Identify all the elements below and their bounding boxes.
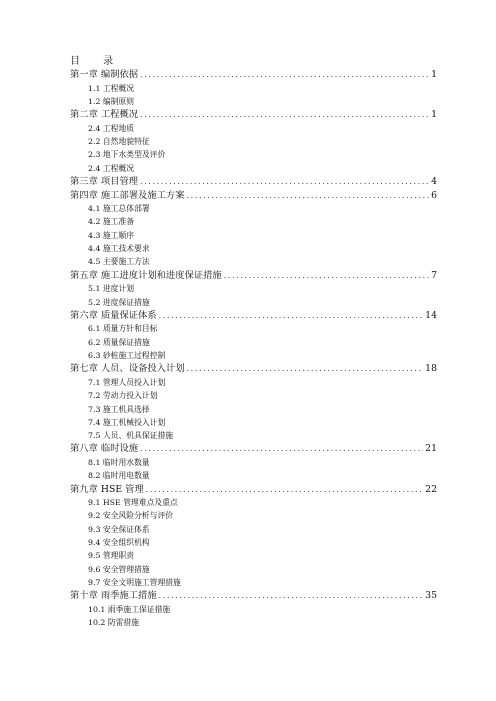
toc-entry-label: 9.3 安全保证体系 bbox=[88, 524, 150, 534]
toc-section-entry[interactable] bbox=[70, 509, 437, 522]
toc-section-entry[interactable] bbox=[70, 349, 437, 362]
toc-dot-leader bbox=[187, 362, 424, 376]
toc-entry-label: 第四章 施工部署及施工方案 bbox=[70, 189, 185, 201]
toc-section-entry[interactable] bbox=[70, 563, 437, 576]
toc-entry-label: 2.3 地下水类型及评价 bbox=[88, 150, 166, 160]
toc-entry-label: 7.2 劳动力投入计划 bbox=[88, 391, 158, 401]
toc-section-entry[interactable] bbox=[70, 496, 437, 509]
toc-entry-label: 7.5 人员、机具保证措施 bbox=[88, 431, 174, 441]
toc-dot-leader bbox=[146, 483, 423, 497]
toc-section-entry[interactable] bbox=[70, 576, 437, 589]
toc-entry-label: 2.4 工程概况 bbox=[88, 163, 135, 173]
toc-section-entry[interactable] bbox=[70, 282, 437, 295]
toc-entry-label: 2.2 自然地貌特征 bbox=[88, 137, 150, 147]
toc-entry-label: 第三章 项目管理 bbox=[70, 175, 139, 187]
toc-section-entry[interactable] bbox=[70, 376, 437, 389]
toc-section-entry[interactable] bbox=[70, 456, 437, 469]
toc-section-entry[interactable] bbox=[70, 389, 437, 402]
toc-section-entry[interactable] bbox=[70, 242, 437, 255]
toc-page-number: 6 bbox=[431, 189, 437, 201]
toc-entry-label: 1.2 编制原则 bbox=[88, 96, 135, 106]
toc-page-number: 21 bbox=[425, 443, 437, 455]
toc-page-number: 7 bbox=[431, 269, 437, 281]
toc-section-entry[interactable] bbox=[70, 416, 437, 429]
toc-entry-label: 9.7 安全文明施工管理措施 bbox=[88, 577, 181, 587]
toc-page-number: 18 bbox=[425, 363, 437, 375]
toc-section-entry[interactable] bbox=[70, 322, 437, 335]
toc-chapter-entry[interactable] bbox=[70, 589, 437, 603]
toc-chapter-entry[interactable] bbox=[70, 189, 437, 203]
toc-dot-leader bbox=[140, 175, 429, 189]
toc-dot-leader bbox=[187, 189, 430, 203]
table-of-contents bbox=[70, 68, 437, 629]
toc-section-entry[interactable] bbox=[70, 296, 437, 309]
toc-entry-label: 4.2 施工准备 bbox=[88, 217, 135, 227]
toc-dot-leader bbox=[140, 68, 429, 82]
toc-section-entry[interactable] bbox=[70, 215, 437, 228]
toc-section-entry[interactable] bbox=[70, 255, 437, 268]
toc-section-entry[interactable] bbox=[70, 429, 437, 442]
toc-dot-leader bbox=[140, 108, 429, 122]
toc-entry-label: 第五章 施工进度计划和进度保证措施 bbox=[70, 269, 222, 281]
toc-entry-label: 4.3 施工顺序 bbox=[88, 230, 135, 240]
toc-entry-label: 5.2 进度保证措施 bbox=[88, 297, 150, 307]
toc-section-entry[interactable] bbox=[70, 603, 437, 616]
toc-chapter-entry[interactable] bbox=[70, 175, 437, 189]
toc-entry-label: 9.5 管理职责 bbox=[88, 551, 135, 561]
toc-section-entry[interactable] bbox=[70, 336, 437, 349]
toc-entry-label: 7.1 管理人员投入计划 bbox=[88, 377, 166, 387]
toc-entry-label: 8.2 临时用电数量 bbox=[88, 471, 150, 481]
toc-dot-leader bbox=[140, 442, 423, 456]
toc-entry-label: 4.1 施工总体部署 bbox=[88, 204, 150, 214]
toc-entry-label: 7.4 施工机械投入计划 bbox=[88, 417, 166, 427]
toc-entry-label: 10.2 防雷措施 bbox=[88, 618, 140, 628]
toc-section-entry[interactable] bbox=[70, 148, 437, 161]
toc-section-entry[interactable] bbox=[70, 82, 437, 95]
toc-section-entry[interactable] bbox=[70, 122, 437, 135]
toc-page-number: 4 bbox=[431, 175, 437, 187]
toc-section-entry[interactable] bbox=[70, 229, 437, 242]
toc-chapter-entry[interactable] bbox=[70, 362, 437, 376]
toc-entry-label: 第六章 质量保证体系 bbox=[70, 309, 157, 321]
toc-page-number: 1 bbox=[431, 109, 437, 121]
toc-entry-label: 4.4 施工技术要求 bbox=[88, 244, 150, 254]
toc-section-entry[interactable] bbox=[70, 523, 437, 536]
toc-entry-label: 10.1 雨季施工保证措施 bbox=[88, 604, 171, 614]
toc-page-number: 14 bbox=[425, 309, 437, 321]
toc-dot-leader bbox=[224, 269, 429, 283]
toc-chapter-entry[interactable] bbox=[70, 269, 437, 283]
toc-chapter-entry[interactable] bbox=[70, 442, 437, 456]
toc-page-number: 35 bbox=[425, 590, 437, 602]
toc-entry-label: 8.1 临时用水数量 bbox=[88, 457, 150, 467]
toc-entry-label: 第十章 雨季施工措施 bbox=[70, 590, 157, 602]
toc-entry-label: 4.5 主要施工方法 bbox=[88, 257, 150, 267]
toc-entry-label: 5.1 进度计划 bbox=[88, 284, 135, 294]
toc-chapter-entry[interactable] bbox=[70, 108, 437, 122]
toc-entry-label: 第八章 临时设施 bbox=[70, 443, 139, 455]
toc-section-entry[interactable] bbox=[70, 536, 437, 549]
toc-section-entry[interactable] bbox=[70, 135, 437, 148]
toc-page-number: 22 bbox=[425, 483, 437, 495]
toc-title: 目 录 bbox=[70, 56, 124, 67]
toc-entry-label: 第二章 工程概况 bbox=[70, 109, 139, 121]
toc-entry-label: 9.4 安全组织机构 bbox=[88, 538, 150, 548]
toc-entry-label: 6.1 质量方针和目标 bbox=[88, 324, 158, 334]
toc-entry-label: 第九章 HSE 管理 bbox=[70, 483, 144, 495]
toc-dot-leader bbox=[159, 309, 424, 323]
toc-entry-label: 9.1 HSE 管理难点及重点 bbox=[88, 498, 178, 508]
toc-chapter-entry[interactable] bbox=[70, 68, 437, 82]
toc-entry-label: 9.2 安全风险分析与评价 bbox=[88, 511, 174, 521]
toc-section-entry[interactable] bbox=[70, 616, 437, 629]
toc-entry-label: 7.3 施工机具选择 bbox=[88, 404, 150, 414]
toc-dot-leader bbox=[159, 589, 424, 603]
toc-chapter-entry[interactable] bbox=[70, 309, 437, 323]
toc-section-entry[interactable] bbox=[70, 95, 437, 108]
toc-entry-label: 2.4 工程地质 bbox=[88, 123, 135, 133]
toc-entry-label: 6.2 质量保证措施 bbox=[88, 337, 150, 347]
toc-entry-label: 6.3 砂桩施工过程控制 bbox=[88, 351, 166, 361]
toc-section-entry[interactable] bbox=[70, 162, 437, 175]
toc-chapter-entry[interactable] bbox=[70, 483, 437, 497]
toc-entry-label: 9.6 安全管理措施 bbox=[88, 564, 150, 574]
toc-section-entry[interactable] bbox=[70, 549, 437, 562]
toc-entry-label: 1.1 工程概况 bbox=[88, 83, 135, 93]
toc-section-entry[interactable] bbox=[70, 469, 437, 482]
toc-page-number: 1 bbox=[431, 69, 437, 80]
toc-entry-label: 第一章 编制依据 bbox=[70, 69, 139, 80]
toc-section-entry[interactable] bbox=[70, 202, 437, 215]
toc-entry-label: 第七章 人员、设备投入计划 bbox=[70, 363, 185, 375]
toc-section-entry[interactable] bbox=[70, 403, 437, 416]
